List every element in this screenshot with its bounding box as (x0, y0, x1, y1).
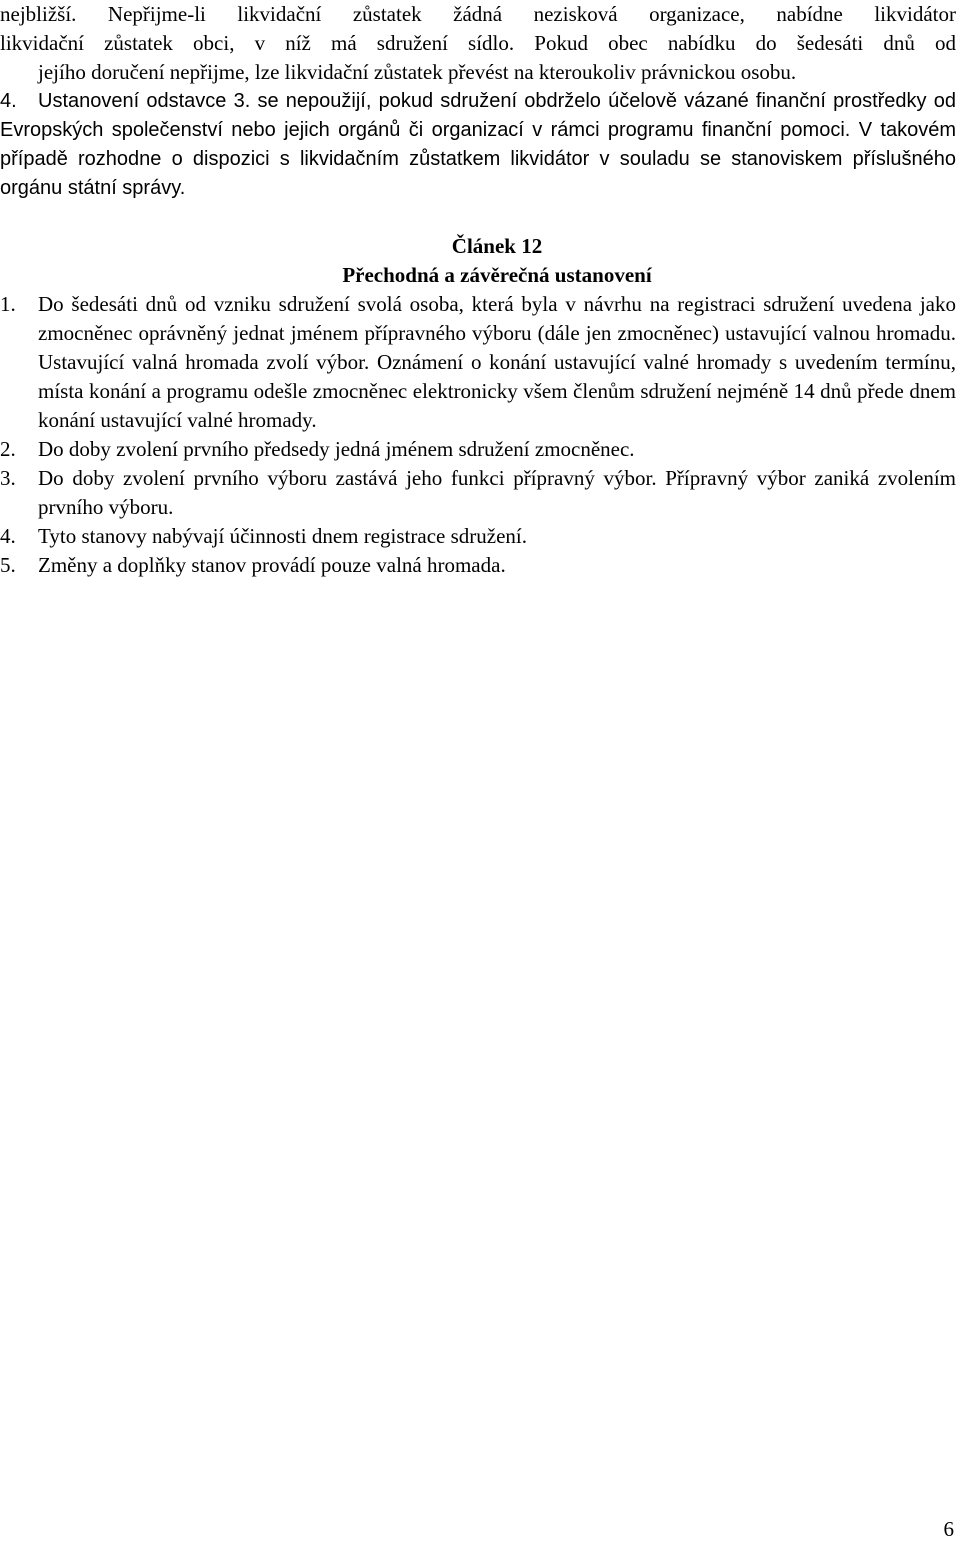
list-item-label: 3. (0, 466, 16, 490)
document-page (0, 0, 956, 580)
list-item-text: Změny a doplňky stanov provádí pouze valná hromada. (38, 553, 506, 577)
list-item-text: Do doby zvolení prvního předsedy jedná jménem sdružení zmocněnec. (38, 437, 635, 461)
list-item (0, 522, 956, 551)
article-title: Článek 12 (451, 234, 543, 258)
list-item-label: 5. (0, 553, 16, 577)
page-number: 6 (943, 1517, 954, 1541)
list-item-label: 1. (0, 292, 16, 316)
section-item-4 (0, 87, 956, 203)
list-item-label: 2. (0, 437, 16, 461)
article-subtitle: Přechodná a závěrečná ustanovení (342, 263, 652, 287)
item-4-text: Ustanovení odstavce 3. se nepoužijí, pokud sdružení obdrželo účelově vázané finanční prostředky od Evropských společenství nebo jejich orgánů či organizací v rámci programu finanční pomoci. V takovém případě rozhodne o dispozici s likvidačním zůstatkem likvidátor v souladu se stanoviskem příslušného orgánu státní správy. (0, 90, 956, 199)
list-item-text: Tyto stanovy nabývají účinnosti dnem registrace sdružení. (38, 524, 527, 548)
list-item (0, 551, 956, 580)
list-item (0, 435, 956, 464)
provisions-list (0, 290, 956, 580)
intro-line-2: likvidační zůstatek obci, v níž má sdružení sídlo. Pokud obec nabídku do šedesáti dnů od (0, 31, 956, 55)
list-item-label: 4. (0, 524, 16, 548)
list-item-text: Do šedesáti dnů od vzniku sdružení svolá osoba, která byla v návrhu na registraci sdružení uvedena jako zmocněnec oprávněný jednat jménem přípravného výboru (dále jen zmocněnec) ustavující valnou hromadu. Ustavující valná hromada zvolí výbor. Oznámení o konání ustavující valné hromady s uvedením termínu, místa konání a programu odešle zmocněnec elektronicky všem členům sdružení nejméně 14 dnů přede dnem konání ustavující valné hromady. (38, 292, 956, 432)
list-item (0, 464, 956, 522)
intro-line-3: jejího doručení nepřijme, lze likvidační zůstatek převést na kteroukoliv právnickou osobu. (38, 60, 797, 84)
list-item (0, 290, 956, 435)
item-4-label: 4. (0, 90, 17, 112)
spacer (38, 203, 956, 232)
list-item-text: Do doby zvolení prvního výboru zastává jeho funkci přípravný výbor. Přípravný výbor zaniká zvolením prvního výboru. (38, 466, 956, 519)
intro-line-1: nejbližší. Nepřijme-li likvidační zůstatek žádná nezisková organizace, nabídne likvidátor (0, 2, 956, 26)
